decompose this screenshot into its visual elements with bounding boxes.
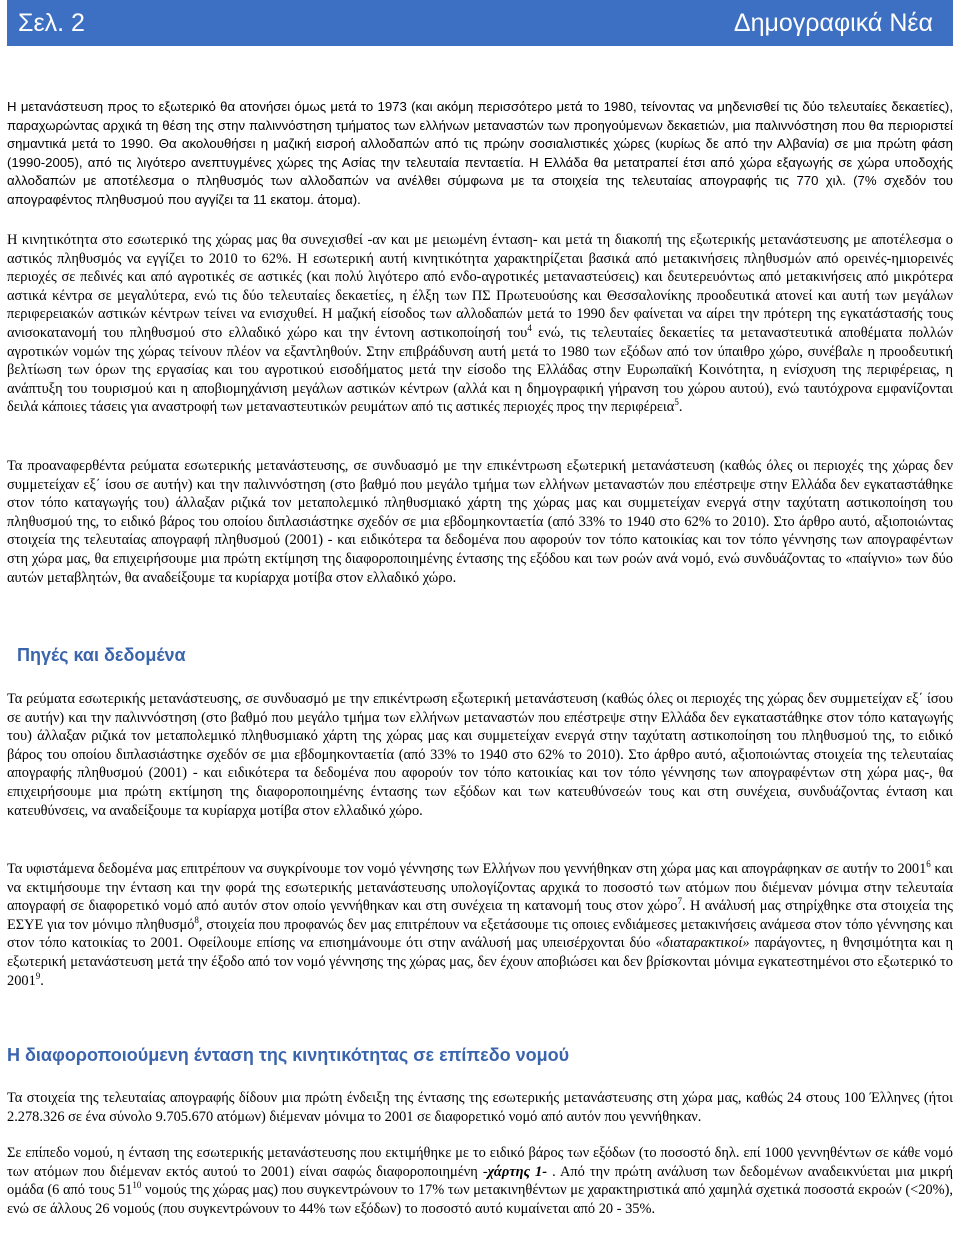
map-reference: χάρτης 1- [487, 1163, 548, 1180]
footnote-ref-7[interactable]: 7 [677, 896, 682, 907]
paragraph-7-part-c: νομούς της χώρας μας) που συγκεντρώνουν το 17% των μετακινηθέντων με χαρακτηριστικά από χαμηλά σχετικά ποσοστά εκροών (<20%), ενώ σε άλλους 26 νομούς (που συγκεντρώνουν το 44% των εξόδων) το ποσοστό αυτό κυμαίνεται από 20 - 35%. [7, 1182, 954, 1217]
paragraph-5-part-b: και να εκτιμήσουμε την ένταση και την φορά της εσωτερικής μετανάστευσης υπολογίζοντας αρχικά το ποσοστό των ατόμων που διέμεναν μόνιμα στην τελευταία απογραφή σε διαφορετικό νομό από αυτόν στον οποίο γεννήθηκαν και στη συνέχεια τη κατανομή τους στον χώρο [7, 861, 953, 915]
paragraph-5-part-d: , στοιχεία που προφανώς δεν μας επιτρέπουν να εξετάσουμε τις οποιες ενδιάμεσες μετακινήσεις ανάμεσα στον τόπο γέννησης και στον τόπο κατοικίας το 2001. Οφείλουμε επίσης να επισημάνουμε ότι στην ανάλυσή μας υπεισέρχονται δύο [7, 916, 953, 952]
newsletter-title: Δημογραφικά Νέα [733, 8, 933, 37]
paragraph-4: Τα ρεύματα εσωτερικής μετανάστευσης, σε συνδυασμό με την επικέντρωση εξωτερική μετανάστευση (καθώς όλες οι περιοχές της χώρας δεν συμμετείχαν εξ΄ ίσου σε αυτήν) και την παλιννόστηση (στο βαθμό που μεγάλο τμήμα των ελλήνων μεταναστών που επέστρεψε στην Ελλάδα δεν εγκαταστάθηκε στον τόπο καταγωγής του) άλλαξαν ριζικά τον μεταπολεμικό πληθυσμιακό χάρτη της χώρας μας και συμμετείχαν ενεργά στην ταχύτατη αστικοποίηση του πληθυσμού της, το ειδικό βάρος του οποίου διπλασιάστηκε σχεδόν σε μια εβδομηκονταετία (από 33% το 1940 στο 62% το 2010). Στο άρθρο αυτό, αξιοποιώντας στοιχεία της τελευταίας απογραφής πληθυσμού (2001) - και ειδικότερα τα δεδομένα που αφορούν τον τόπο κατοικίας και τον τόπο γέννησης των απογραφέντων στη χώρα μας-, θα επιχειρήσουμε μια πρώτη εκτίμηση της διαφοροποιημένης έντασης των εξόδων και των κατευθύνσεών τους και στη συνέχεια, συνδυάζοντας ένταση και κατευθύνσεις, να αναδείξουμε τα κυρίαρχα μοτίβα στον ελλαδικό χώρο. [7, 691, 953, 819]
footnote-ref-6[interactable]: 6 [926, 859, 931, 870]
paragraph-7-part-a: Σε επίπεδο νομού, η ένταση της εσωτερικής μετανάστευσης που εκτιμήθηκε με το ειδικό βάρος των εξόδων (το ποσοστό δηλ. επί 1000 γεννηθέντων σε κάθε νομό των ατόμων που διέμεναν εκτός αυτού το 2001) είναι σαφώς διαφοροποιημένη - [7, 1145, 953, 1180]
paragraph-2-part-b: ενώ, τις τελευταίες δεκαετίες τα μεταναστευτικά αποθέματα πολλών αγροτικών νομών της χώρας τείνουν πλέον να εξαντληθούν. Στην επιβράδυνση αυτή μετά το 1980 των εξόδων από τον ύπαιθρο χώρο, συνέβαλε η προοδευτική βελτίωση των όρων της εργασίας και του αγροτικού εισοδήματος μετά την είσοδο της Ελλάδας στην Ευρωπαϊκή Κοινότητα, η ενίσχυση της περιφέρειας, η ανάπτυξη του τουρισμού και η αποβιομηχάνιση μεγάλων αστικών κέντρων (αλλά και η δημογραφική γήρανση του χώρου αυτού), ενώ ταυτόχρονα εμφανίζονται δειλά κάποιες τάσεις για αναστροφή των μεταναστευτικών ρευμάτων από τις αστικές περιοχές προς την περιφέρεια [7, 324, 953, 416]
paragraph-5-part-a: Τα υφιστάμενα δεδομένα μας επιτρέπουν να συγκρίνουμε τον νομό γέννησης των Ελλήνων που γεννήθηκαν στη χώρα μας και απογράφηκαν σε αυτήν το 2001 [7, 861, 927, 877]
paragraph-3: Τα προαναφερθέντα ρεύματα εσωτερικής μετανάστευσης, σε συνδυασμό με την επικέντρωση εξωτερική μετανάστευση (καθώς όλες οι περιοχές της χώρας δεν συμμετείχαν εξ΄ ίσου σε αυτήν) και την παλιννόστηση (στο βαθμό που μεγάλο τμήμα των ελλήνων μεταναστών που επέστρεψε στην Ελλάδα δεν εγκαταστάθηκε στον τόπο καταγωγής του) άλλαξαν ριζικά τον μεταπολεμικό πληθυσμιακό χάρτη της χώρας μας και συμμετείχαν ενεργά στην ταχύτατη αστικοποίηση του πληθυσμού της, το ειδικό βάρος του οποίου διπλασιάστηκε σχεδόν σε μια εβδομηκονταετία (από 33% το 1940 στο 62% το 2010). Στο άρθρο αυτό, αξιοποιώντας στοιχεία της τελευταίας απογραφή πληθυσμού (2001) - και ειδικότερα τα δεδομένα που αφορούν τον τόπο κατοικίας και τον τόπο γέννησης των απογραφέντων στη χώρα μας, θα επιχειρήσουμε μια πρώτη εκτίμηση της διαφοροποιημένης έντασης της εξόδου και των ροών ανά νομό, ενώ συνδυάζοντας το «παίγνιο» των δύο αυτών μεταβλητών, θα αναδείξουμε τα κυρίαρχα μοτίβα στον ελλαδικό χώρο. [7, 458, 953, 586]
page-number: Σελ. 2 [18, 8, 85, 37]
paragraph-1-part-a: Η μετανάστευση προς το εξωτερικό θα ατονήσει όμως μετά το 1973 (και ακόμη περισσότερο μετά το 1980, τείνοντας να μηδενισθεί τις δύο τελευταίες δεκαετίες), παραχωρώντας αρχικά τη θέση της στην παλιννόστηση τμήματος των ελλήνων μεταναστών των προηγούμενων δεκαετιών, μια παλιννόστηση που θα περιοριστεί σημαντικά μετά το 1990. [7, 99, 953, 152]
paragraph-2-part-a: Η κινητικότητα στο εσωτερικό της χώρας μας θα συνεχισθεί -αν και με μειωμένη ένταση- και μετά τη διακοπή της εξωτερικής μετανάστευσης με αποτέλεσμα ο αστικός πληθυσμός να εγγίζει το 2010 το 62%. Η εσωτερική αυτή κινητικότητα χαρακτηρίζεται βασικά από μετακινήσεις πληθυσμών από ορεινές-ημιορεινές περιοχές σε πεδινές και από αγροτικές σε αστικές (και πολύ λιγότερο από ενδο-αγροτικές μεταναστεύσεις) και δευτερευόντως από μετακινήσεις από μικρότερα αστικά κέντρα σε μεγαλύτερα, ενώ τις δύο τελευταίες δεκαετίες, η έλξη των ΠΣ Πρωτευούσης και Θεσσαλονίκης προοδευτικά ατονεί και αυτή των μεγάλων περιφερειακών αστικών κέντρων τείνει να ενισχυθεί. Η μαζική είσοδος των αλλοδαπών μετά το 1990 δεν φαίνεται να αίρει την πρότερη της εγκατάστασής τους ανισοκατανομή του πληθυσμού στο ελλαδικό χώρο και την έντονη αστικοποίησή του [7, 232, 953, 341]
paragraph-2-part-c: . [678, 399, 683, 416]
paragraph-2 [7, 231, 953, 417]
paragraph-1-part-b: Θα ακολουθήσει η μαζική εισροή αλλοδαπών από τις πρώην σοσιαλιστικές χώρες (κυρίως δε από την Αλβανία) σε μια πρώτη φάση (1990-2005), από τις λιγότερο ανεπτυγμένες χώρες της Ασίας την τελευταία πενταετία. Η Ελλάδα θα μετατραπεί έτσι από χώρα εξαγωγής σε χώρα υποδοχής αλλοδαπών με αποτέλεσμα ο πληθυσμός των αλλοδαπών να ανέλθει σύμφωνα με τα στοιχεία της τελευταίας απογραφής τις 770 χιλ. (7% σχεδόν του απογραφέντος πληθυσμού που αγγίζει τα 11 εκατομ. άτομα). [7, 136, 953, 207]
paragraph-7-part-b: . Από την πρώτη ανάλυση των δεδομένων αναδεικνύεται μια μικρή ομάδα (6 από τους 51 [7, 1163, 953, 1199]
paragraph-7 [7, 1144, 953, 1218]
paragraph-5 [7, 860, 953, 990]
paragraph-5-part-e: παράγοντες, η θνησιμότητα και η εξωτερική μετανάστευση μετά την έξοδο από τον νομό γέννησης της χώρας μας, δεν έχουν αποβιώσει και δεν βρίσκονται μόνιμα εγκατεστημένοι στο εξωτερικό το 2001 [7, 935, 953, 989]
footnote-ref-8[interactable]: 8 [194, 914, 199, 925]
footnote-ref-10[interactable]: 10 [132, 1180, 142, 1191]
paragraph-5-emphasis: «διαταρακτικοί» [655, 935, 750, 952]
section-heading-sources: Πηγές και δεδομένα [17, 645, 186, 665]
page-header [7, 0, 953, 46]
paragraph-6: Τα στοιχεία της τελευταίας απογραφής δίδουν μια πρώτη ένδειξη της έντασης της εσωτερικής μετανάστευσης στη χώρα μας, καθώς 24 στους 100 Έλληνες (ήτοι 2.278.326 σε ένα σύνολο 9.705.670 ατόμων) διέμεναν μόνιμα το 2001 σε διαφορετικό νομό από αυτόν που γεννήθηκαν. [7, 1090, 953, 1125]
paragraph-5-part-f: . [40, 972, 44, 989]
paragraph-5-part-c: . Η ανάλυσή μας στηρίχθηκε στα στοιχεία της ΕΣΥΕ για τον μόνιμο πληθυσμό [7, 898, 953, 933]
paragraph-1 [7, 98, 953, 210]
section-heading-intensity: Η διαφοροποιούμενη ένταση της κινητικότητας σε επίπεδο νομού [7, 1045, 570, 1065]
footnote-ref-5[interactable]: 5 [674, 397, 679, 408]
footnote-ref-9[interactable]: 9 [35, 970, 41, 981]
footnote-ref-4[interactable]: 4 [527, 323, 532, 334]
